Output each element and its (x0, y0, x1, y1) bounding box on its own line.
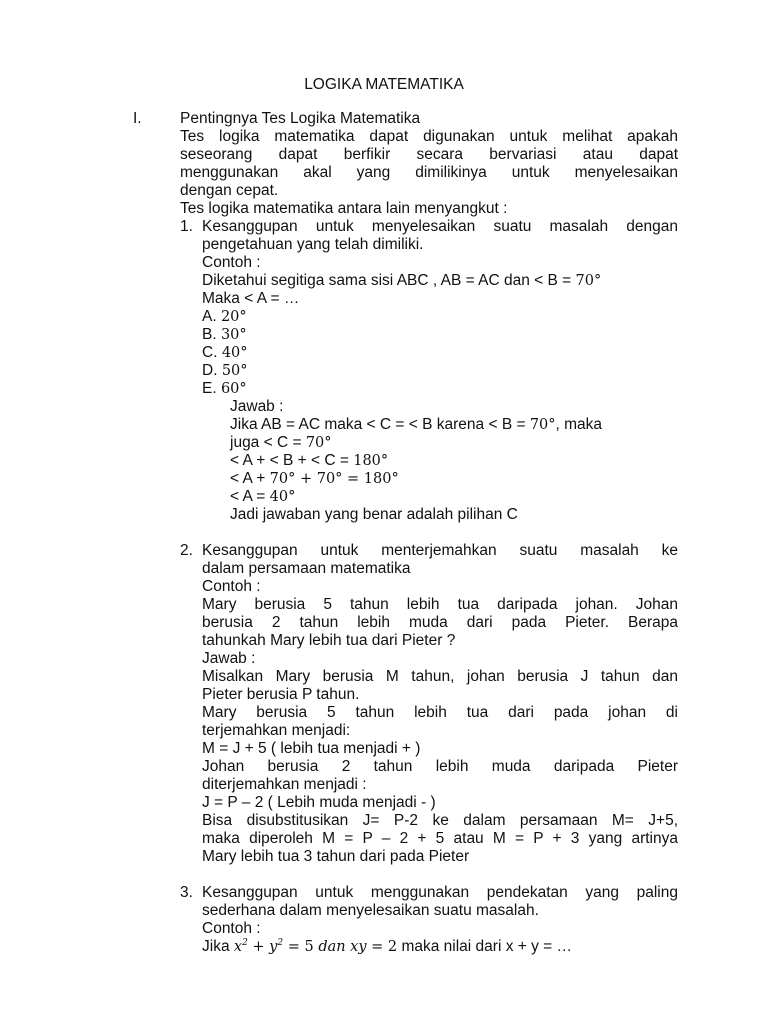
item-text: Misalkan Mary berusia M tahun, johan berusia J tahun dan (202, 668, 678, 685)
item-text: sederhana dalam menyelesaikan suatu masalah. (202, 902, 539, 919)
option-c (202, 344, 678, 362)
option-key: C. (202, 344, 222, 361)
item-text: Bisa disubstitusikan J= P-2 ke dalam persamaan M= J+5, (202, 812, 678, 829)
step-angle: 180° (353, 453, 389, 469)
list-item-3 (180, 884, 678, 956)
item-text: dalam persamaan matematika (202, 560, 411, 577)
answer-step (230, 452, 678, 470)
intro-line: Tes logika matematika dapat digunakan untuk melihat apakah (180, 128, 678, 145)
section-heading: Pentingnya Tes Logika Matematika (180, 110, 421, 127)
option-e (202, 380, 678, 398)
option-value: 20° (220, 309, 247, 325)
item-text: Kesanggupan untuk menggunakan pendekatan yang paling (202, 884, 678, 901)
equation-word: dan (318, 939, 346, 955)
equation-text: M = J + 5 ( lebih tua menjadi + ) (202, 740, 421, 757)
step-angle: 70° + 70° = 180° (269, 471, 399, 487)
spacer (180, 866, 678, 884)
option-value: 60° (220, 381, 247, 397)
answer-step (230, 488, 678, 506)
item-text: diterjemahkan menjadi : (202, 776, 367, 793)
question-text (202, 938, 678, 956)
item-number: 2. (180, 542, 193, 559)
option-value: 50° (221, 363, 248, 379)
intro-line: menggunakan akal yang dimilikinya untuk menyelesaikan (180, 164, 678, 181)
equation-formula: xy (345, 939, 367, 955)
equation-operator: = 2 (366, 939, 398, 955)
intro-lead: Tes logika matematika antara lain menyangkut : (180, 200, 508, 217)
option-key: A. (202, 308, 221, 325)
step-angle: 70° (529, 417, 556, 433)
option-value: 30° (220, 327, 247, 343)
option-d (202, 362, 678, 380)
jawab-label: Jawab : (230, 398, 284, 415)
item-text: Pieter berusia P tahun. (202, 686, 360, 703)
item-number: 1. (180, 218, 193, 235)
option-a (202, 308, 678, 326)
intro-line: dengan cepat. (180, 182, 279, 199)
question-text: Maka < A = … (202, 290, 300, 307)
step-text: juga < C = (230, 434, 306, 451)
equation-formula: $x^2$ (233, 938, 248, 955)
equation-operator: + (247, 939, 270, 955)
option-key: E. (202, 380, 221, 397)
answer-step (230, 434, 678, 452)
step-angle: 40° (269, 489, 296, 505)
step-text: , maka (555, 416, 603, 433)
intro-line: seseorang dapat berfikir secara bervariasi atau dapat (180, 146, 678, 163)
item-text: berusia 2 tahun lebih muda dari pada Pieter. Berapa (202, 614, 678, 631)
given-angle: 70° (575, 273, 602, 289)
option-key: B. (202, 326, 221, 343)
item-text: Kesanggupan untuk menterjemahkan suatu masalah ke (202, 542, 678, 559)
section-body (180, 110, 678, 956)
equation-text: J = P – 2 ( Lebih muda menjadi - ) (202, 794, 436, 811)
item-number: 3. (180, 884, 193, 901)
equation-operator: = 5 (283, 939, 319, 955)
contoh-label: Contoh : (202, 254, 261, 271)
step-text: Jika AB = AC maka < C = < B karena < B = (230, 416, 530, 433)
section-numeral: I. (133, 110, 142, 127)
answer-conclusion: Jadi jawaban yang benar adalah pilihan C (230, 506, 518, 523)
given-statement (202, 272, 678, 290)
option-value: 40° (221, 345, 248, 361)
answer-step (230, 470, 678, 488)
contoh-label: Contoh : (202, 578, 261, 595)
option-key: D. (202, 362, 222, 379)
given-text: Diketahui segitiga sama sisi ABC , AB = AC dan < B = (202, 272, 576, 289)
step-text: < A + < B + < C = (230, 452, 354, 469)
item-text: maka diperoleh M = P – 2 + 5 atau M = P + 3 yang artinya (202, 830, 678, 847)
step-angle: 70° (305, 435, 332, 451)
answer-step (230, 416, 678, 434)
question-prefix: Jika (202, 938, 234, 955)
item-text: tahunkah Mary lebih tua dari Pieter ? (202, 632, 456, 649)
answer-block (202, 398, 678, 524)
step-text: < A + (230, 470, 270, 487)
item-text: Kesanggupan untuk menyelesaikan suatu masalah dengan (202, 218, 678, 235)
item-text: Johan berusia 2 tahun lebih muda daripada Pieter (202, 758, 678, 775)
document-title: LOGIKA MATEMATIKA (304, 76, 464, 93)
jawab-label: Jawab : (202, 650, 256, 667)
option-b (202, 326, 678, 344)
list-item-1 (180, 218, 678, 524)
item-text: Mary lebih tua 3 tahun dari pada Pieter (202, 848, 470, 865)
step-text: < A = (230, 488, 270, 505)
spacer (180, 524, 678, 542)
item-text: terjemahkan menjadi: (202, 722, 351, 739)
equation-formula: $y^2$ (269, 938, 284, 955)
list-item-2 (180, 542, 678, 866)
item-text: Mary berusia 5 tahun lebih tua dari pada johan di (202, 704, 678, 721)
question-suffix: maka nilai dari x + y = … (397, 938, 573, 955)
contoh-label: Contoh : (202, 920, 261, 937)
item-text: Mary berusia 5 tahun lebih tua daripada johan. Johan (202, 596, 678, 613)
item-text: pengetahuan yang telah dimiliki. (202, 236, 424, 253)
